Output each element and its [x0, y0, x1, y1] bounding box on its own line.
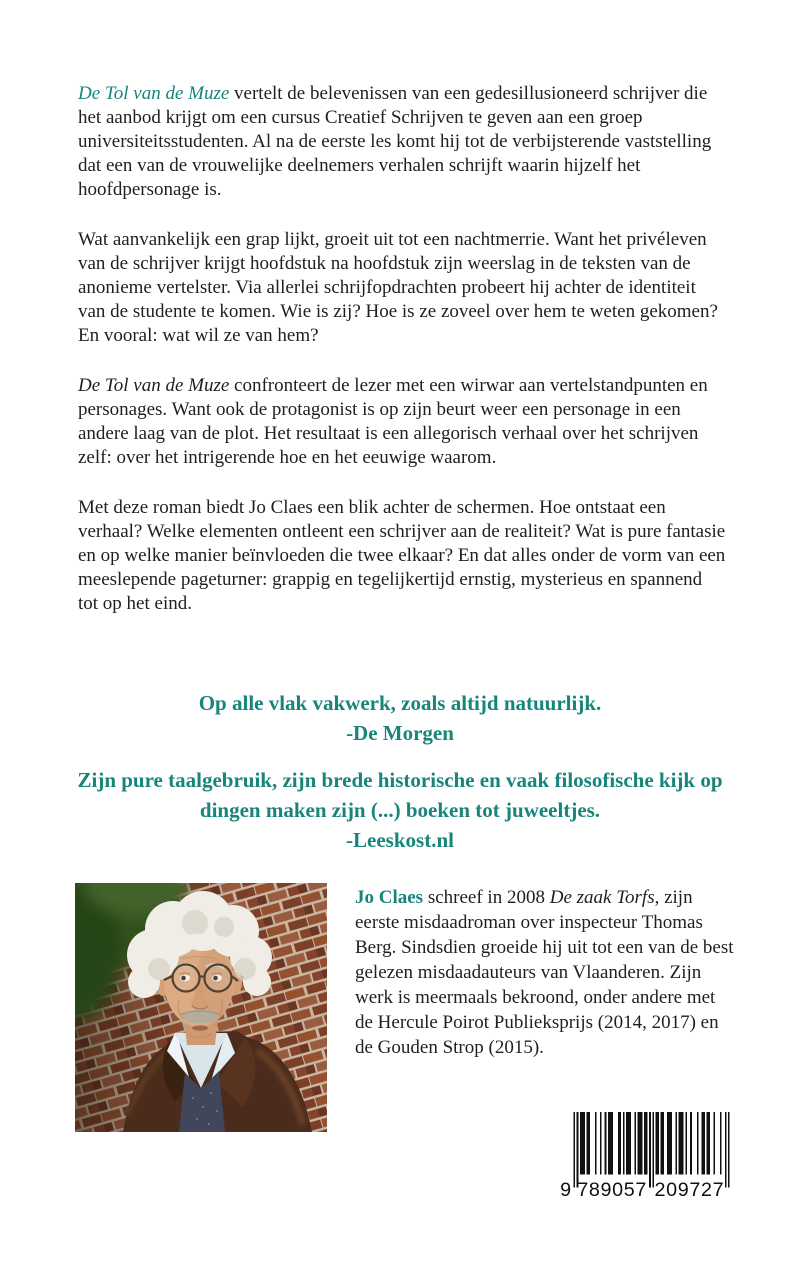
synopsis [78, 82, 726, 642]
author-photo [75, 883, 327, 1132]
isbn-barcode [557, 1112, 733, 1198]
barcode-group1: 789057 [577, 1178, 647, 1198]
book-title-inline: De Tol van de Muze [78, 375, 230, 396]
paragraph-text: confronteert de lezer met een wirwar aan vertelstandpunten en personages. Want ook de protagonist is op zijn beurt weer een personage in een andere laag van de plot. Het resultaat is een allegorisch verhaal over het schrijven zelf: over het intrigerende hoe en het eeuwige waarom. [78, 375, 708, 468]
paragraph-text: Wat aanvankelijk een grap lijkt, groeit uit tot een nachtmerrie. Want het privéleven van de schrijver krijgt hoofdstuk na hoofdstuk zijn weerslag in de teksten van de anonieme vertelster. Via allerlei schrijfopdrachten probeert hij achter de identiteit van de studente te komen. Wie is zij? Hoe is ze zoveel over hem te weten gekomen? En vooral: wat wil ze van hem? [78, 229, 718, 346]
bio-text: , zijn eerste misdaadroman over inspecteur Thomas Berg. Sindsdien groeide hij uit tot een van de best gelezen misdaadauteurs van Vlaanderen. Zijn werk is meermaals bekroond, onder andere met de Hercule Poirot Publieksprijs (2014, 2017) en de Gouden Strop (2015). [355, 887, 734, 1058]
book-title-inline: De zaak Torfs [549, 887, 655, 908]
bio-text: schreef in 2008 [423, 887, 550, 908]
synopsis-paragraph [78, 374, 726, 470]
quote-source: -Leeskost.nl [346, 828, 454, 852]
author-bio [355, 885, 735, 1060]
author-section [75, 883, 737, 1132]
quote-text: Op alle vlak vakwerk, zoals altijd natuurlijk. [198, 691, 602, 715]
paragraph-text: vertelt de belevenissen van een gedesillusioneerd schrijver die het aanbod krijgt om een cursus Creatief Schrijven te geven aan een groep universiteitsstudenten. Al na de eerste les komt hij tot de verbijsterende vaststelling dat een van de vrouwelijke deelnemers verhalen schrijft waarin hijzelf het hoofdpersonage is. [78, 83, 712, 200]
barcode-lead-digit: 9 [560, 1178, 572, 1198]
quote-text: Zijn pure taalgebruik, zijn brede historische en vaak filosofische kijk op dingen maken zijn (...) boeken tot juweeltjes. [77, 768, 723, 822]
synopsis-paragraph [78, 82, 726, 202]
paragraph-text: Met deze roman biedt Jo Claes een blik achter de schermen. Hoe ontstaat een verhaal? Welke elementen ontleent een schrijver aan de realiteit? Wat is pure fantasie en op welke manier beïnvloeden die twee elkaar? En dat alles onder de vorm van een meeslepende pageturner: grappig en tegelijkertijd ernstig, mysterieus en spannend tot op het eind. [78, 497, 726, 614]
quote-source: -De Morgen [346, 721, 454, 745]
review-quotes [50, 688, 750, 855]
synopsis-paragraph [78, 496, 726, 616]
author-name: Jo Claes [355, 887, 424, 908]
review-quote [50, 765, 750, 855]
barcode-graphic [557, 1112, 733, 1198]
barcode-group2: 209727 [654, 1178, 725, 1198]
review-quote [50, 688, 750, 748]
synopsis-paragraph [78, 228, 726, 348]
book-title-inline: De Tol van de Muze [78, 83, 230, 104]
